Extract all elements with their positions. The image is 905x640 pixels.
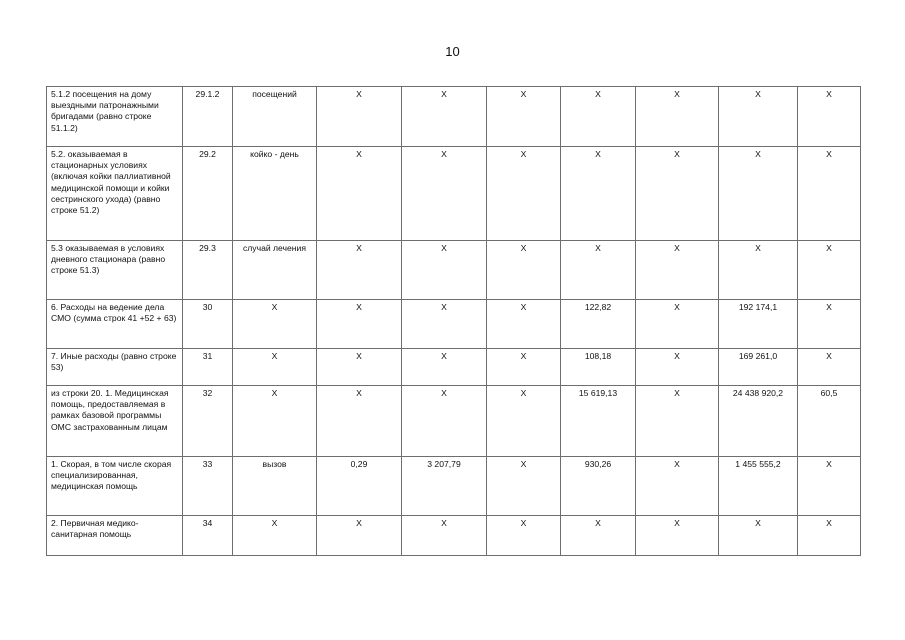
row-code: 29.2 (183, 147, 233, 241)
value-cell: Х (636, 241, 719, 300)
table-row (47, 147, 861, 241)
value-cell: Х (317, 147, 402, 241)
value-cell: Х (402, 241, 487, 300)
row-unit: Х (233, 349, 317, 386)
value-cell: Х (798, 300, 861, 349)
table-row (47, 300, 861, 349)
value-cell: Х (487, 457, 561, 516)
value-cell: Х (719, 241, 798, 300)
value-cell: Х (402, 300, 487, 349)
value-cell: Х (317, 241, 402, 300)
page-number: 10 (445, 44, 460, 59)
row-code: 32 (183, 386, 233, 457)
row-code: 29.3 (183, 241, 233, 300)
value-cell: Х (636, 457, 719, 516)
value-cell: Х (317, 349, 402, 386)
row-description: 5.2. оказываемая в стационарных условиях (включая койки паллиативной медицинской помощи и койки сестринского ухода) (равно строке 51.2) (47, 147, 183, 241)
value-cell: Х (561, 241, 636, 300)
value-cell: Х (487, 147, 561, 241)
value-cell: Х (402, 386, 487, 457)
value-cell: Х (487, 300, 561, 349)
row-description: 5.3 оказываемая в условиях дневного стационара (равно строке 51.3) (47, 241, 183, 300)
value-cell: 1 455 555,2 (719, 457, 798, 516)
value-cell: Х (487, 241, 561, 300)
value-cell: Х (636, 300, 719, 349)
value-cell: 930,26 (561, 457, 636, 516)
row-unit: Х (233, 300, 317, 349)
row-unit: посещений (233, 87, 317, 147)
value-cell: 24 438 920,2 (719, 386, 798, 457)
row-description: 7. Иные расходы (равно строке 53) (47, 349, 183, 386)
value-cell: Х (561, 516, 636, 556)
value-cell: Х (798, 349, 861, 386)
row-unit: случай лечения (233, 241, 317, 300)
value-cell: Х (402, 349, 487, 386)
row-unit: Х (233, 516, 317, 556)
value-cell: Х (487, 87, 561, 147)
row-code: 33 (183, 457, 233, 516)
value-cell: 3 207,79 (402, 457, 487, 516)
value-cell: Х (636, 87, 719, 147)
value-cell: 108,18 (561, 349, 636, 386)
value-cell: Х (561, 147, 636, 241)
value-cell: Х (636, 386, 719, 457)
row-unit: койко - день (233, 147, 317, 241)
value-cell: Х (636, 147, 719, 241)
table-row (47, 349, 861, 386)
value-cell: Х (402, 516, 487, 556)
value-cell: Х (487, 349, 561, 386)
row-code: 31 (183, 349, 233, 386)
row-code: 29.1.2 (183, 87, 233, 147)
table-row (47, 457, 861, 516)
table-row (47, 386, 861, 457)
value-cell: Х (561, 87, 636, 147)
row-description: 5.1.2 посещения на дому выездными патронажными бригадами (равно строке 51.1.2) (47, 87, 183, 147)
table-row (47, 516, 861, 556)
value-cell: Х (317, 516, 402, 556)
row-unit: вызов (233, 457, 317, 516)
value-cell: 60,5 (798, 386, 861, 457)
row-code: 34 (183, 516, 233, 556)
value-cell: 169 261,0 (719, 349, 798, 386)
row-code: 30 (183, 300, 233, 349)
value-cell: Х (487, 386, 561, 457)
value-cell: Х (636, 349, 719, 386)
value-cell: Х (798, 147, 861, 241)
value-cell: Х (317, 386, 402, 457)
row-description: 6. Расходы на ведение дела СМО (сумма строк 41 +52 + 63) (47, 300, 183, 349)
value-cell: 192 174,1 (719, 300, 798, 349)
value-cell: Х (719, 147, 798, 241)
table-row (47, 87, 861, 147)
financing-table (46, 86, 861, 556)
value-cell: Х (487, 516, 561, 556)
value-cell: Х (798, 87, 861, 147)
value-cell: Х (719, 87, 798, 147)
value-cell: Х (402, 87, 487, 147)
value-cell: 0,29 (317, 457, 402, 516)
value-cell: Х (719, 516, 798, 556)
value-cell: Х (317, 300, 402, 349)
row-description: 2. Первичная медико-санитарная помощь (47, 516, 183, 556)
value-cell: Х (798, 457, 861, 516)
value-cell: Х (636, 516, 719, 556)
value-cell: Х (317, 87, 402, 147)
table-row (47, 241, 861, 300)
row-unit: Х (233, 386, 317, 457)
value-cell: 122,82 (561, 300, 636, 349)
value-cell: Х (798, 241, 861, 300)
value-cell: Х (402, 147, 487, 241)
value-cell: Х (798, 516, 861, 556)
row-description: 1. Скорая, в том числе скорая специализированная, медицинская помощь (47, 457, 183, 516)
value-cell: 15 619,13 (561, 386, 636, 457)
row-description: из строки 20. 1. Медицинская помощь, предоставляемая в рамках базовой программы ОМС застрахованным лицам (47, 386, 183, 457)
